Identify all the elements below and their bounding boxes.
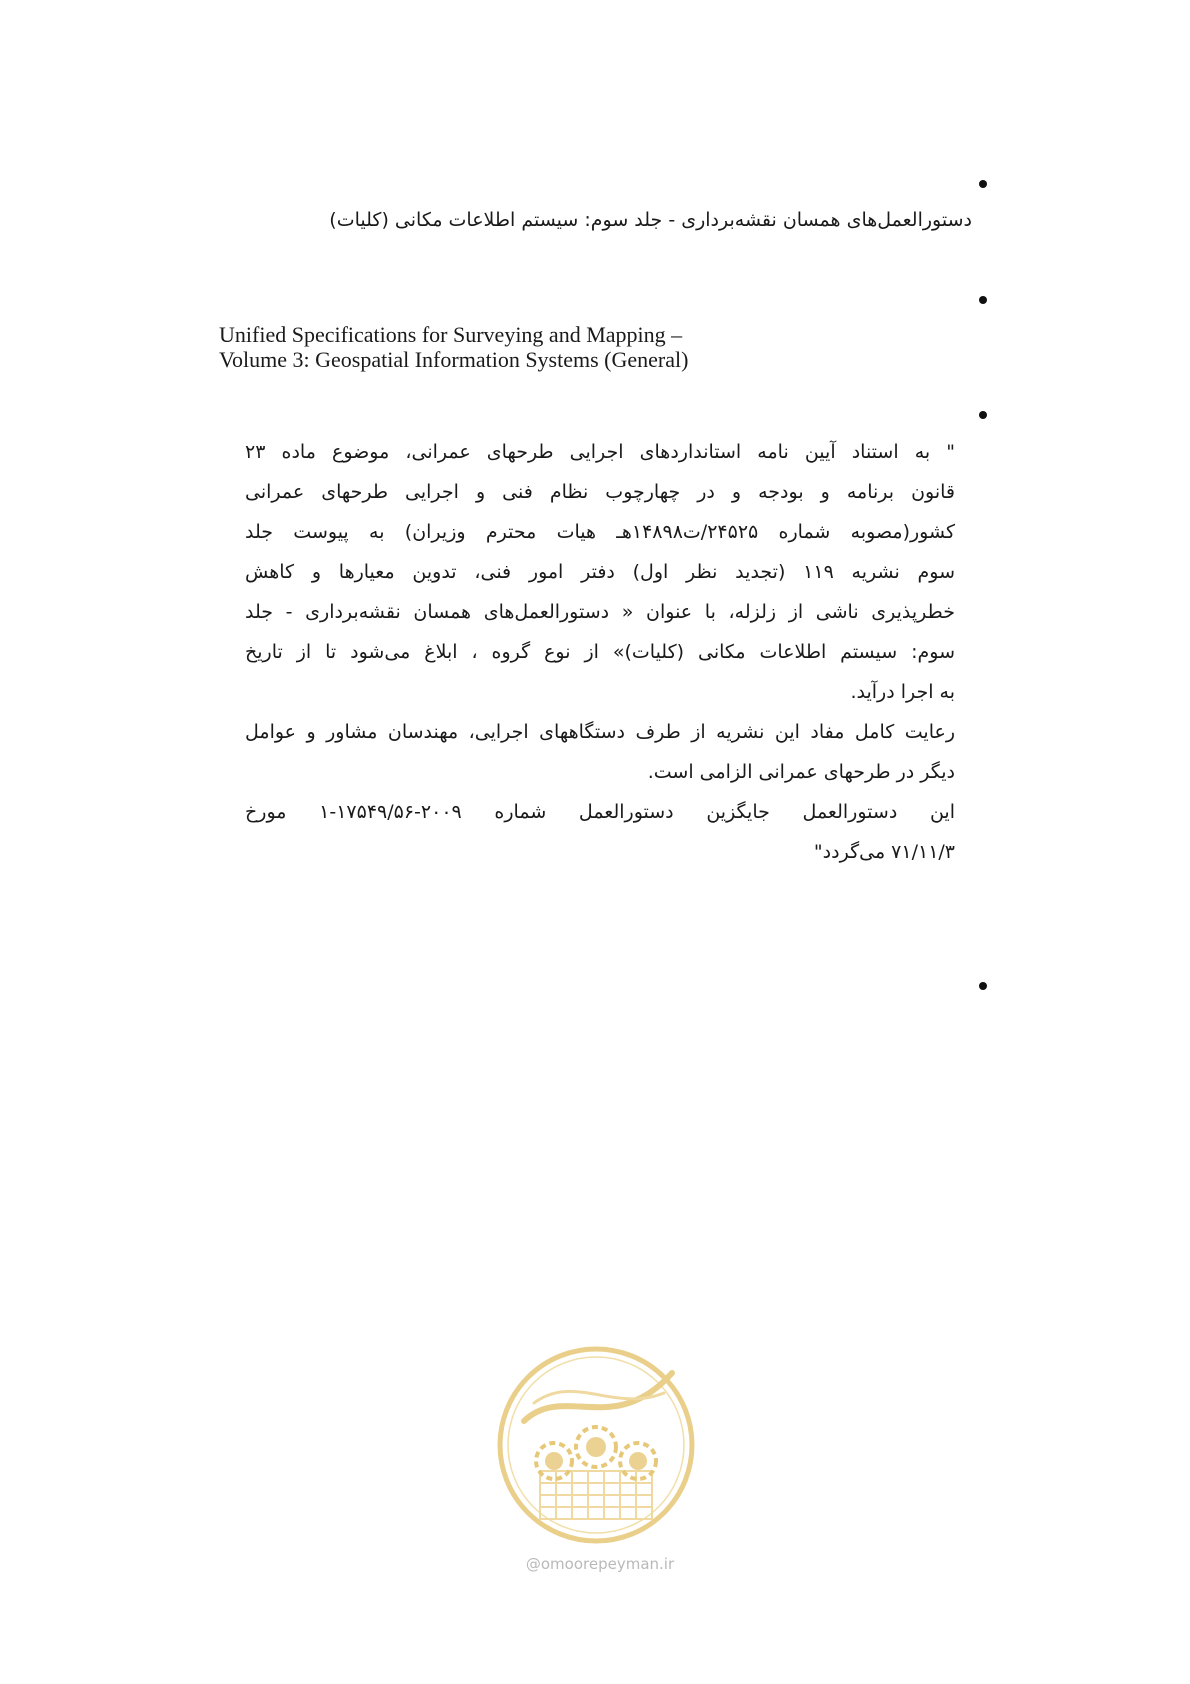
directive-line: به اجرا درآید.	[850, 681, 955, 703]
watermark-site: @omoorepeyman.ir	[525, 1555, 675, 1573]
directive-line: ۷۱/۱۱/۳ می‌گردد"	[813, 841, 955, 863]
english-title-line-2: Volume 3: Geospatial Information Systems (General)	[219, 347, 689, 372]
bullet-group-members	[979, 982, 987, 990]
directive-line: سوم: سیستم اطلاعات مکانی (کلیات)» از نوع گروه ، ابلاغ می‌شود تا از تاریخ	[245, 641, 955, 663]
persian-title-value: دستورالعمل‌های همسان نقشه‌برداری - جلد سوم: سیستم اطلاعات مکانی (کلیات)	[329, 209, 972, 231]
directive-line: سوم نشریه ۱۱۹ (تجدید نظر اول) دفتر امور فنی، تدوین معیارها و کاهش	[245, 561, 956, 583]
bullet-english-title	[979, 296, 987, 304]
directive-line: رعایت کامل مفاد این نشریه از طرف دستگاههای اجرایی، مهندسان مشاور و عوامل	[245, 721, 955, 743]
watermark-logo	[494, 1343, 698, 1547]
bullet-persian-title	[979, 180, 987, 188]
directive-line: دیگر در طرحهای عمرانی الزامی است.	[647, 761, 955, 783]
bullet-directive	[979, 411, 987, 419]
directive-line: خطرپذیری ناشی از زلزله، با عنوان « دستورالعمل‌های همسان نقشه‌برداری - جلد	[245, 601, 955, 623]
directive-line: کشور(مصوبه شماره ۲۴۵۲۵/ت۱۴۸۹۸هـ هیات محترم وزیران) به پیوست جلد	[245, 521, 955, 543]
directive-line: قانون برنامه و بودجه و در چهارچوب نظام فنی و اجرایی طرحهای عمرانی	[245, 481, 955, 503]
directive-line: " به استناد آیین نامه استانداردهای اجرایی طرحهای عمرانی، موضوع ماده ۲۳	[245, 441, 955, 463]
directive-line: این دستورالعمل جایگزین دستورالعمل شماره ۲۰۰۹-۱۷۵۴۹/۵۶-۱ مورخ	[245, 801, 955, 823]
english-title-line-1: Unified Specifications for Surveying and Mapping –	[219, 322, 683, 347]
directive-body	[245, 432, 955, 872]
